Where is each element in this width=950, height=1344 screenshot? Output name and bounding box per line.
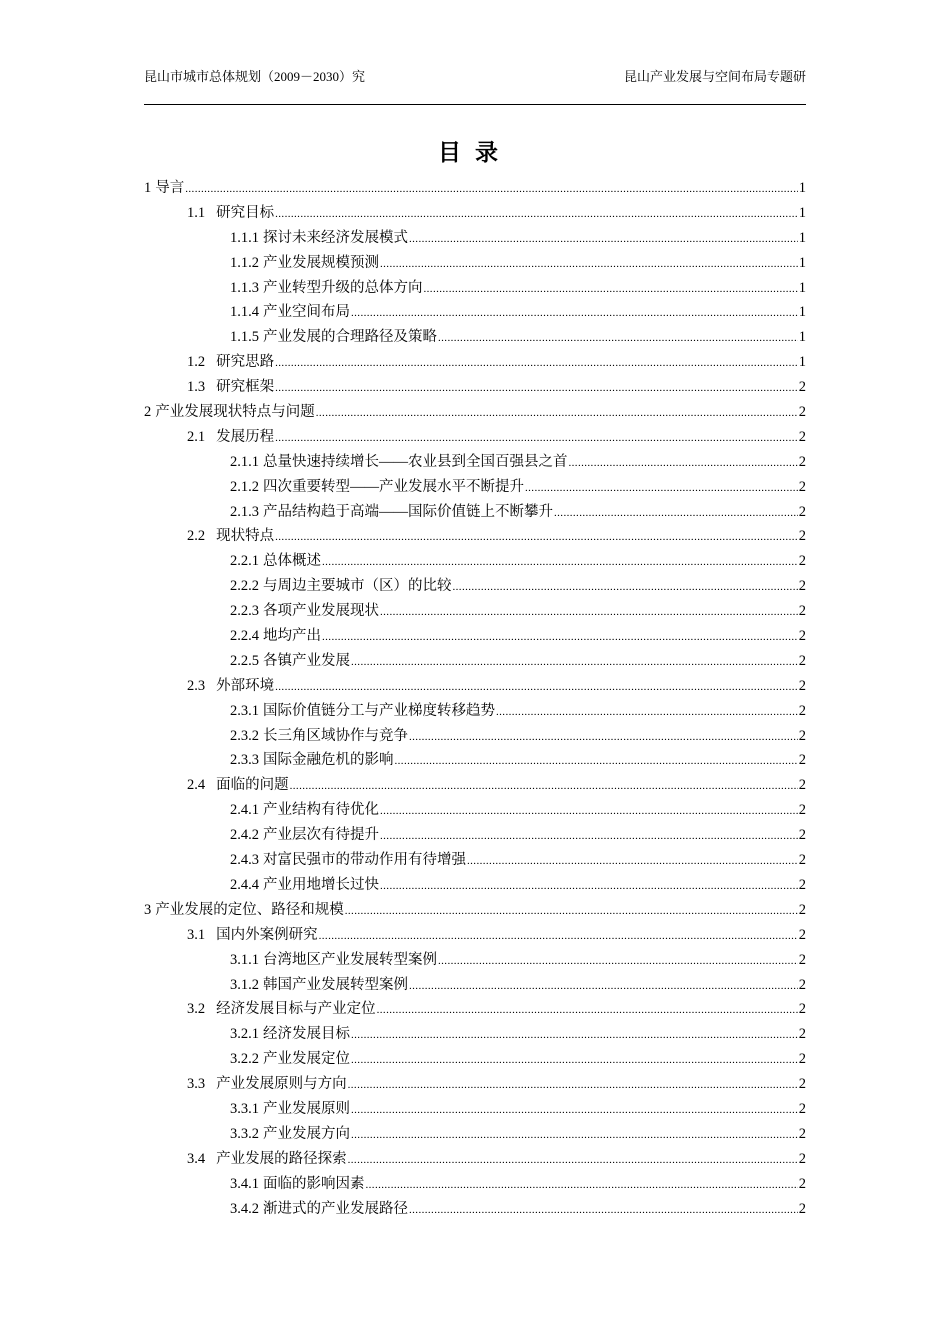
toc-entry-page-number: 2 xyxy=(798,503,806,520)
toc-entry-page-number: 2 xyxy=(798,752,806,769)
toc-entry-title: 产业发展方向 xyxy=(263,1125,350,1142)
toc-dot-leader xyxy=(395,749,798,774)
toc-entry-page-number: 2 xyxy=(798,628,806,645)
toc-entry-title: 对富民强市的带动作用有待增强 xyxy=(263,852,466,869)
toc-dot-leader xyxy=(275,525,798,550)
toc-entry[interactable] xyxy=(144,1047,806,1072)
toc-entry[interactable] xyxy=(144,624,806,649)
toc-entry-number: 1.1.1 xyxy=(230,229,259,246)
toc-dot-leader xyxy=(322,550,798,575)
toc-entry-page-number: 2 xyxy=(798,379,806,396)
toc-entry-page-number: 1 xyxy=(798,254,806,271)
toc-entry[interactable] xyxy=(144,1147,806,1172)
toc-entry-number: 3.1.1 xyxy=(230,951,259,968)
toc-entry-page-number: 1 xyxy=(798,204,806,221)
toc-entry-page-number: 2 xyxy=(798,1125,806,1142)
toc-entry-number: 2.3.2 xyxy=(230,727,259,744)
toc-entry[interactable] xyxy=(144,350,806,375)
toc-entry-number: 3.1.2 xyxy=(230,976,259,993)
toc-entry-page-number: 2 xyxy=(798,1150,806,1167)
toc-entry-page-number: 2 xyxy=(798,553,806,570)
toc-entry-title: 长三角区域协作与竞争 xyxy=(263,727,408,744)
toc-dot-leader xyxy=(351,1123,798,1148)
toc-entry-title: 与周边主要城市（区）的比较 xyxy=(263,578,452,595)
toc-entry-title: 国内外案例研究 xyxy=(216,926,318,943)
toc-dot-leader xyxy=(275,202,798,227)
toc-entry[interactable] xyxy=(144,599,806,624)
toc-entry-title: 产业发展原则与方向 xyxy=(216,1076,347,1093)
toc-entry-page-number: 2 xyxy=(798,1001,806,1018)
toc-entry-title: 产业发展定位 xyxy=(263,1051,350,1068)
toc-entry-page-number: 2 xyxy=(798,528,806,545)
toc-dot-leader xyxy=(348,1073,798,1098)
toc-entry[interactable] xyxy=(144,848,806,873)
toc-entry[interactable] xyxy=(144,997,806,1022)
toc-entry-number: 2.4.3 xyxy=(230,852,259,869)
toc-dot-leader xyxy=(275,376,798,401)
toc-entry-number: 2.4.2 xyxy=(230,827,259,844)
toc-entry-page-number: 2 xyxy=(798,976,806,993)
toc-entry-title: 探讨未来经济发展模式 xyxy=(263,229,408,246)
toc-entry-title: 产业发展的定位、路径和规模 xyxy=(155,901,344,918)
toc-entry-page-number: 2 xyxy=(798,1175,806,1192)
toc-entry-title: 产业发展原则 xyxy=(263,1100,350,1117)
toc-entry-number: 1.1 xyxy=(187,204,206,221)
toc-entry[interactable] xyxy=(144,748,806,773)
toc-entry[interactable] xyxy=(144,176,806,201)
toc-entry[interactable] xyxy=(144,973,806,998)
toc-dot-leader xyxy=(438,326,798,351)
toc-entry-number: 1.1.5 xyxy=(230,329,259,346)
toc-entry-number: 1.1.4 xyxy=(230,304,259,321)
toc-dot-leader xyxy=(275,675,798,700)
toc-entry-title: 各镇产业发展 xyxy=(263,652,350,669)
toc-title: 目录 xyxy=(438,140,512,166)
toc-entry-title: 产品结构趋于高端——国际价值链上不断攀升 xyxy=(263,503,553,520)
toc-entry[interactable] xyxy=(144,923,806,948)
toc-entry[interactable] xyxy=(144,724,806,749)
toc-entry-number: 2.1.3 xyxy=(230,503,259,520)
toc-entry-page-number: 2 xyxy=(798,951,806,968)
toc-entry[interactable] xyxy=(144,1022,806,1047)
page-header xyxy=(144,68,806,105)
toc-entry-title: 面临的影响因素 xyxy=(263,1175,365,1192)
toc-entry-page-number: 2 xyxy=(798,677,806,694)
toc-entry-number: 3.1 xyxy=(187,926,206,943)
toc-entry-page-number: 1 xyxy=(798,304,806,321)
toc-entry-page-number: 1 xyxy=(798,279,806,296)
toc-entry[interactable] xyxy=(144,375,806,400)
toc-entry-page-number: 2 xyxy=(798,1100,806,1117)
toc-entry[interactable] xyxy=(144,400,806,425)
toc-entry-page-number: 2 xyxy=(798,404,806,421)
toc-entry[interactable] xyxy=(144,699,806,724)
toc-entry-page-number: 2 xyxy=(798,852,806,869)
toc-dot-leader xyxy=(467,849,798,874)
toc-entry-page-number: 2 xyxy=(798,453,806,470)
toc-entry-number: 2.2.2 xyxy=(230,578,259,595)
toc-entry-page-number: 2 xyxy=(798,1026,806,1043)
toc-entry[interactable] xyxy=(144,549,806,574)
toc-entry-page-number: 2 xyxy=(798,652,806,669)
toc-entry-title: 产业空间布局 xyxy=(263,304,350,321)
toc-dot-leader xyxy=(275,351,798,376)
toc-dot-leader xyxy=(424,277,798,302)
toc-entry-page-number: 1 xyxy=(798,180,806,196)
toc-entry-title: 经济发展目标与产业定位 xyxy=(216,1001,376,1018)
toc-entry-title: 产业层次有待提升 xyxy=(263,827,379,844)
toc-entry-number: 3.2.1 xyxy=(230,1026,259,1043)
toc-dot-leader xyxy=(409,1198,798,1223)
toc-entry-page-number: 2 xyxy=(798,926,806,943)
toc-entry-number: 3.2 xyxy=(187,1001,206,1018)
toc-dot-leader xyxy=(409,227,798,252)
toc-entry-number: 3 xyxy=(144,901,152,918)
toc-dot-leader xyxy=(275,426,798,451)
toc-dot-leader xyxy=(554,501,798,526)
toc-entry-number: 2.1 xyxy=(187,428,206,445)
toc-entry-number: 2.2.3 xyxy=(230,603,259,620)
toc-entry-number: 1.1.2 xyxy=(230,254,259,271)
toc-entry-number: 2.2.1 xyxy=(230,553,259,570)
toc-entry-page-number: 2 xyxy=(798,702,806,719)
toc-dot-leader xyxy=(322,625,798,650)
toc-entry-page-number: 1 xyxy=(798,329,806,346)
toc-dot-leader xyxy=(525,476,798,501)
toc-entry[interactable] xyxy=(144,325,806,350)
toc-entry-page-number: 2 xyxy=(798,802,806,819)
toc-entry[interactable] xyxy=(144,574,806,599)
toc-entry-title: 产业发展规模预测 xyxy=(263,254,379,271)
toc-entry-title: 产业发展的路径探索 xyxy=(216,1150,347,1167)
toc-entry-page-number: 2 xyxy=(798,777,806,794)
toc-entry[interactable] xyxy=(144,300,806,325)
toc-entry-number: 3.4.1 xyxy=(230,1175,259,1192)
toc-entry-page-number: 2 xyxy=(798,478,806,495)
toc-entry-title: 外部环境 xyxy=(216,677,275,694)
header-left-text: 昆山市城市总体规划（2009－2030）究 xyxy=(144,69,366,84)
toc-entry-title: 导言 xyxy=(155,180,185,196)
toc-dot-leader xyxy=(185,177,798,202)
toc-entry[interactable] xyxy=(144,649,806,674)
toc-entry[interactable] xyxy=(144,898,806,923)
toc-entry-number: 2.3.3 xyxy=(230,752,259,769)
toc-entry[interactable] xyxy=(144,450,806,475)
toc-dot-leader xyxy=(351,650,798,675)
toc-entry-title: 研究框架 xyxy=(216,379,275,396)
toc-entry[interactable] xyxy=(144,226,806,251)
toc-dot-leader xyxy=(351,1098,798,1123)
toc-dot-leader xyxy=(409,725,798,750)
toc-dot-leader xyxy=(453,575,798,600)
toc-entry-number: 2.4.1 xyxy=(230,802,259,819)
toc-entry[interactable] xyxy=(144,251,806,276)
toc-entry[interactable] xyxy=(144,1072,806,1097)
toc-entry-title: 现状特点 xyxy=(216,528,275,545)
toc-dot-leader xyxy=(380,600,798,625)
toc-entry-number: 1.3 xyxy=(187,379,206,396)
toc-dot-leader xyxy=(290,774,798,799)
toc-entry-title: 渐进式的产业发展路径 xyxy=(263,1200,408,1217)
toc-entry[interactable] xyxy=(144,500,806,525)
toc-entry-page-number: 2 xyxy=(798,827,806,844)
toc-entry-page-number: 1 xyxy=(798,229,806,246)
toc-entry-number: 2 xyxy=(144,404,152,421)
toc-entry-title: 产业结构有待优化 xyxy=(263,802,379,819)
toc-entry-title: 总体概述 xyxy=(263,553,321,570)
toc-entry[interactable] xyxy=(144,276,806,301)
toc-entry-page-number: 2 xyxy=(798,876,806,893)
toc-dot-leader xyxy=(409,974,798,999)
toc-dot-leader xyxy=(348,1148,798,1173)
toc-dot-leader xyxy=(351,1023,798,1048)
toc-entry-page-number: 2 xyxy=(798,603,806,620)
table-of-contents xyxy=(144,176,806,1221)
toc-entry[interactable] xyxy=(144,1122,806,1147)
toc-entry[interactable] xyxy=(144,773,806,798)
toc-entry-number: 2.4.4 xyxy=(230,876,259,893)
toc-entry-number: 3.3.2 xyxy=(230,1125,259,1142)
toc-entry-title: 产业发展现状特点与问题 xyxy=(155,404,315,421)
toc-entry-number: 2.3 xyxy=(187,677,206,694)
toc-entry-title: 研究思路 xyxy=(216,354,275,371)
toc-dot-leader xyxy=(380,874,798,899)
toc-entry-number: 2.2.4 xyxy=(230,628,259,645)
toc-entry-title: 面临的问题 xyxy=(216,777,289,794)
toc-entry[interactable] xyxy=(144,475,806,500)
toc-entry-number: 3.4.2 xyxy=(230,1200,259,1217)
toc-entry-page-number: 1 xyxy=(798,354,806,371)
header-right-text: 昆山产业发展与空间布局专题研 xyxy=(623,69,806,84)
toc-dot-leader xyxy=(366,1173,798,1198)
toc-entry[interactable] xyxy=(144,798,806,823)
toc-entry-number: 1.1.3 xyxy=(230,279,259,296)
toc-entry-title: 韩国产业发展转型案例 xyxy=(263,976,408,993)
toc-entry-number: 2.4 xyxy=(187,777,206,794)
toc-entry[interactable] xyxy=(144,201,806,226)
toc-entry-page-number: 2 xyxy=(798,1200,806,1217)
toc-entry[interactable] xyxy=(144,948,806,973)
toc-entry-title: 发展历程 xyxy=(216,428,275,445)
toc-entry-title: 国际金融危机的影响 xyxy=(263,752,394,769)
toc-entry-title: 国际价值链分工与产业梯度转移趋势 xyxy=(263,702,495,719)
toc-entry-number: 2.1.2 xyxy=(230,478,259,495)
toc-entry[interactable] xyxy=(144,823,806,848)
toc-dot-leader xyxy=(438,949,798,974)
toc-entry-title: 台湾地区产业发展转型案例 xyxy=(263,951,437,968)
toc-entry-number: 2.3.1 xyxy=(230,702,259,719)
toc-entry-title: 产业发展的合理路径及策略 xyxy=(263,329,437,346)
toc-entry-title: 产业用地增长过快 xyxy=(263,876,379,893)
toc-dot-leader xyxy=(380,799,798,824)
toc-entry-number: 2.2.5 xyxy=(230,652,259,669)
toc-entry-title: 地均产出 xyxy=(263,628,321,645)
toc-entry-number: 3.2.2 xyxy=(230,1051,259,1068)
toc-entry-title: 经济发展目标 xyxy=(263,1026,350,1043)
toc-entry-title: 研究目标 xyxy=(216,204,275,221)
toc-entry-page-number: 2 xyxy=(798,727,806,744)
toc-entry-number: 3.3.1 xyxy=(230,1100,259,1117)
toc-entry-page-number: 2 xyxy=(798,428,806,445)
toc-entry-page-number: 2 xyxy=(798,1051,806,1068)
toc-entry-number: 2.1.1 xyxy=(230,453,259,470)
toc-entry[interactable] xyxy=(144,1197,806,1222)
toc-dot-leader xyxy=(380,824,798,849)
toc-entry-number: 3.4 xyxy=(187,1150,206,1167)
toc-entry-page-number: 2 xyxy=(798,901,806,918)
toc-entry-title: 各项产业发展现状 xyxy=(263,603,379,620)
toc-dot-leader xyxy=(380,252,798,277)
toc-entry-number: 1.2 xyxy=(187,354,206,371)
toc-dot-leader xyxy=(496,700,798,725)
toc-dot-leader xyxy=(316,401,798,426)
toc-entry[interactable] xyxy=(144,1172,806,1197)
toc-dot-leader xyxy=(569,451,798,476)
toc-entry[interactable] xyxy=(144,1097,806,1122)
toc-entry-title: 产业转型升级的总体方向 xyxy=(263,279,423,296)
toc-dot-leader xyxy=(377,998,798,1023)
toc-entry-number: 3.3 xyxy=(187,1076,206,1093)
toc-entry[interactable] xyxy=(144,674,806,699)
toc-entry[interactable] xyxy=(144,524,806,549)
toc-entry[interactable] xyxy=(144,873,806,898)
toc-entry[interactable] xyxy=(144,425,806,450)
toc-entry-page-number: 2 xyxy=(798,578,806,595)
toc-entry-page-number: 2 xyxy=(798,1076,806,1093)
toc-dot-leader xyxy=(351,1048,798,1073)
toc-dot-leader xyxy=(319,924,798,949)
toc-entry-title: 四次重要转型——产业发展水平不断提升 xyxy=(263,478,524,495)
toc-entry-title: 总量快速持续增长——农业县到全国百强县之首 xyxy=(263,453,568,470)
toc-dot-leader xyxy=(351,301,798,326)
toc-entry-number: 1 xyxy=(144,180,152,196)
toc-entry-number: 2.2 xyxy=(187,528,206,545)
toc-dot-leader xyxy=(345,899,798,924)
